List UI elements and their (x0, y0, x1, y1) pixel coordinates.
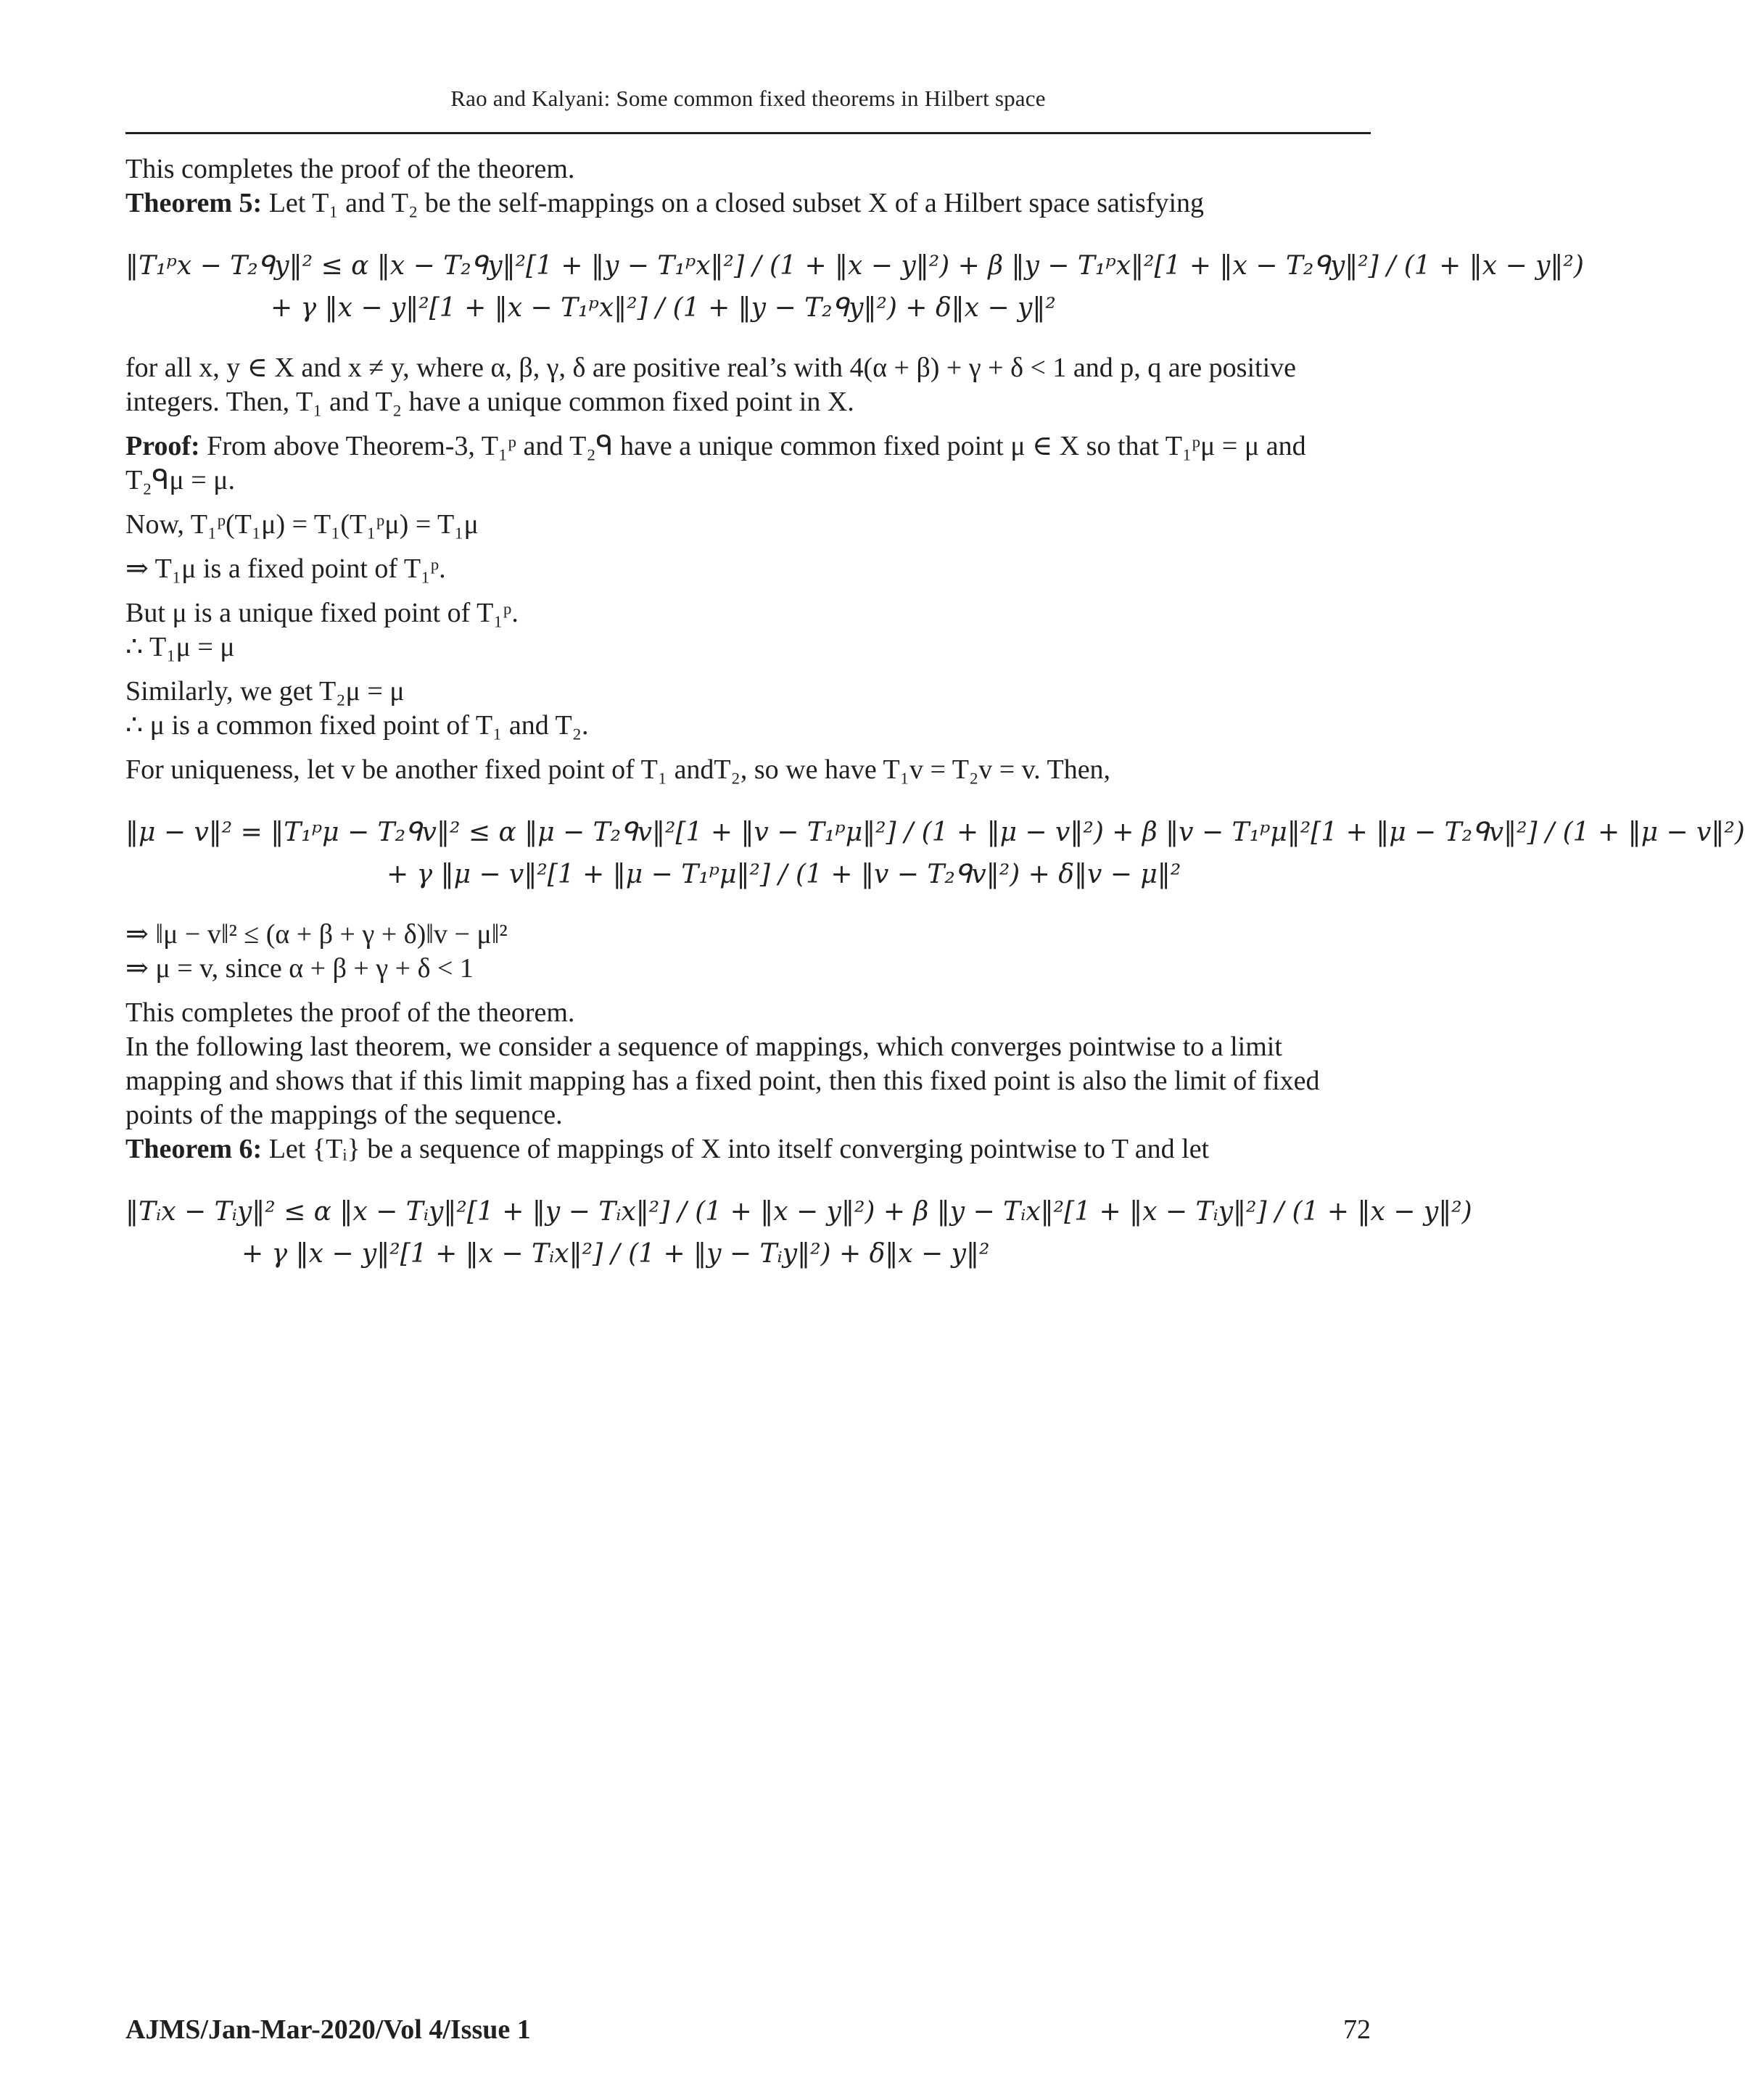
similarly-line: Similarly, we get T₂μ = μ (125, 676, 405, 707)
implies-line-1: ⇒ T₁μ is a fixed point of T₁ᵖ. (125, 553, 446, 584)
uniqueness-line: For uniqueness, let v be another fixed point of T₁ andT₂, so we have T₁v = T₂v = v. Then, (125, 754, 1111, 785)
equation-3-line-2: + γ ‖x − y‖²[1 + ‖x − Tᵢx‖²] / (1 + ‖y − Tᵢy‖²) + δ‖x − y‖² (242, 1239, 990, 1269)
equation-2-line-2: + γ ‖μ − v‖²[1 + ‖μ − T₁ᵖμ‖²] / (1 + ‖v − T₂ᑫv‖²) + δ‖v − μ‖² (387, 860, 1181, 889)
proof-text: From above Theorem-3, T₁ᵖ and T₂ᑫ have a unique common fixed point μ ∈ X so that T₁ᵖμ = μ and T₂ᑫμ = μ. (125, 431, 1306, 495)
theorem-5-label: Theorem 5: (125, 188, 263, 218)
but-line: But μ is a unique fixed point of T₁ᵖ. (125, 598, 519, 628)
equation-1-line-1: ‖T₁ᵖx − T₂ᑫy‖² ≤ α ‖x − T₂ᑫy‖²[1 + ‖y − T₁ᵖx‖²] / (1 + ‖x − y‖²) + β ‖y − T₁ᵖx‖²[1 + ‖x − T₂ᑫy‖²] / (1 + ‖x − y‖²) (125, 251, 1584, 281)
paragraph-conditions: for all x, y ∈ X and x ≠ y, where α, β, γ, δ are positive real’s with 4(α + β) + γ + δ < 1 and p, q are positive integers. Then, T₁ and T₂ have a unique common fixed point in X. (125, 353, 1296, 417)
theorem-6-label: Theorem 6: (125, 1134, 263, 1164)
theorem-6-text: Let {Tᵢ} be a sequence of mappings of X into itself converging pointwise to T and let (262, 1134, 1210, 1164)
equation-2-line-1: ‖μ − v‖² = ‖T₁ᵖμ − T₂ᑫv‖² ≤ α ‖μ − T₂ᑫv‖²[1 + ‖v − T₁ᵖμ‖²] / (1 + ‖μ − v‖²) + β ‖v − T₁ᵖμ‖²[1 + ‖μ − T₂ᑫv‖²] / (1 + ‖μ − v‖²) (125, 818, 1745, 847)
theorem-5-text: Let T₁ and T₂ be the self-mappings on a closed subset X of a Hilbert space satisfying (262, 188, 1205, 218)
equation-1-line-2: + γ ‖x − y‖²[1 + ‖x − T₁ᵖx‖²] / (1 + ‖y − T₂ᑫy‖²) + δ‖x − y‖² (271, 293, 1056, 323)
footer-journal-info: AJMS/Jan-Mar-2020/Vol 4/Issue 1 (125, 2014, 531, 2045)
now-line: Now, T₁ᵖ(T₁μ) = T₁(T₁ᵖμ) = T₁μ (125, 509, 479, 540)
theorem-5-statement (125, 186, 1371, 221)
equation-1 (125, 245, 1584, 329)
theorem-6-statement (125, 1132, 1371, 1166)
paragraph-proof-end-1: This completes the proof of the theorem. (125, 154, 575, 184)
paragraph-intro-theorem-6: In the following last theorem, we consider a sequence of mappings, which converges pointwise to a limit mapping and shows that if this limit mapping has a fixed point, then this fixed point is also the limit of fixed points of the mappings of the sequence. (125, 1032, 1320, 1130)
equation-2 (125, 812, 1745, 896)
paragraph-proof-end-2: This completes the proof of the theorem. (125, 997, 575, 1028)
proof-paragraph (125, 429, 1371, 498)
header-rule (125, 132, 1371, 134)
implies-line-3: ⇒ μ = v, since α + β + γ + δ < 1 (125, 953, 474, 984)
page-body (125, 152, 1745, 1297)
therefore-line-1: ∴ T₁μ = μ (125, 632, 235, 662)
equation-3-line-1: ‖Tᵢx − Tᵢy‖² ≤ α ‖x − Tᵢy‖²[1 + ‖y − Tᵢx‖²] / (1 + ‖x − y‖²) + β ‖y − Tᵢx‖²[1 + ‖x − Tᵢy‖²] / (1 + ‖x − y‖²) (125, 1197, 1472, 1227)
footer-page-number: 72 (1343, 2014, 1371, 2045)
equation-3 (125, 1191, 1472, 1275)
proof-label: Proof: (125, 431, 200, 461)
therefore-line-2: ∴ μ is a common fixed point of T₁ and T₂. (125, 710, 589, 741)
implies-line-2: ⇒ ‖μ − v‖² ≤ (α + β + γ + δ)‖v − μ‖² (125, 919, 508, 950)
running-header: Rao and Kalyani: Some common fixed theorems in Hilbert space (450, 86, 1046, 111)
